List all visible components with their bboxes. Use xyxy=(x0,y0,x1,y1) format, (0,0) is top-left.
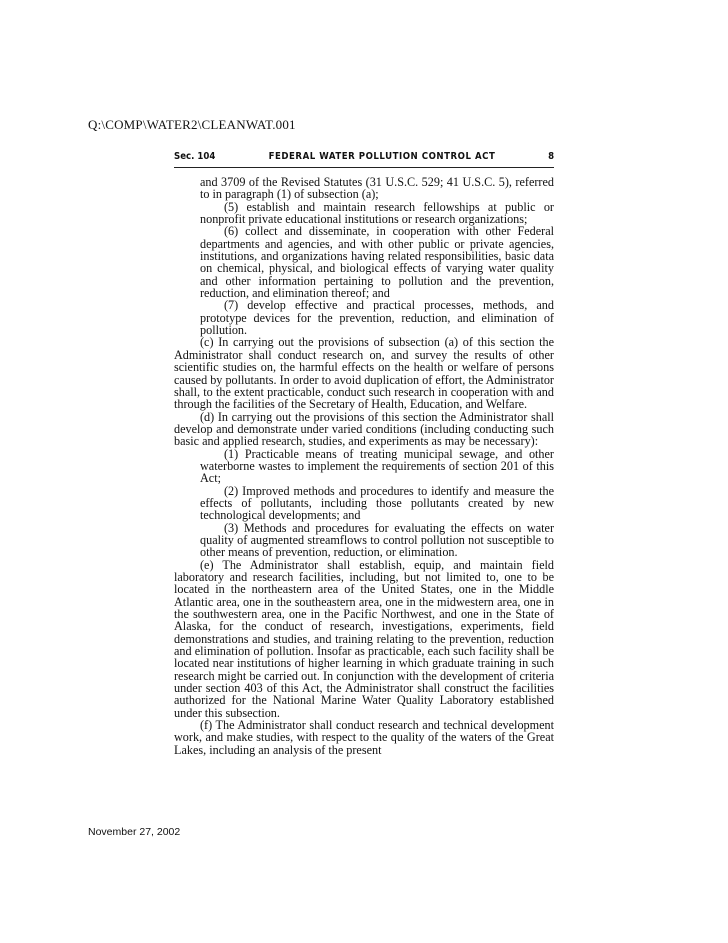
paragraph-b5: (5) establish and maintain research fellowships at public or nonprofit private educational institutions or research organizations; xyxy=(200,199,554,227)
subsection-d: (d) In carrying out the provisions of this section the Administrator shall develop and demonstrate under varied conditions (including conducting such basic and applied research, studies, and experiments as may be necessary): xyxy=(174,409,554,449)
subsection-f: (f) The Administrator shall conduct research and technical development work, and make studies, with respect to the quality of the waters of the Great Lakes, including an analysis of the present xyxy=(174,718,554,757)
paragraph-b6: (6) collect and disseminate, in cooperation with other Federal departments and agencies, and with other public or private agencies, institutions, and organizations having related responsibilities, basic data on chemical, physical, and biological effects of varying water quality and other information pertaining to pollution and the prevention, reduction, and elimination thereof; and xyxy=(200,224,554,301)
page-number: 8 xyxy=(548,151,555,162)
file-path: Q:\COMP\WATER2\CLEANWAT.001 xyxy=(88,117,296,132)
section-number: Sec. 104 xyxy=(174,151,216,162)
subsection-c: (c) In carrying out the provisions of subsection (a) of this section the Administrator shall conduct research on, and survey the results of other scientific studies on, the harmful effects on the health or welfare of persons caused by pollutants. In order to avoid duplication of effort, the Administrator shall, to the extent practicable, conduct such research in cooperation with and through the facilities of the Secretary of Health, Education, and Welfare. xyxy=(174,335,554,412)
act-title: FEDERAL WATER POLLUTION CONTROL ACT xyxy=(268,151,496,162)
print-date: November 27, 2002 xyxy=(88,826,181,838)
header-rule xyxy=(174,167,554,168)
running-head xyxy=(174,151,554,167)
paragraph-b7: (7) develop effective and practical processes, methods, and prototype devices for the prevention, reduction, and elimination of pollution. xyxy=(200,298,554,338)
paragraph-b4-continuation: and 3709 of the Revised Statutes (31 U.S.C. 529; 41 U.S.C. 5), referred to in paragraph (1) of subsection (a); xyxy=(200,175,554,202)
paragraph-d3: (3) Methods and procedures for evaluating the effects on water quality of augmented streamflows to control pollution not susceptible to other means of prevention, reduction, or elimination. xyxy=(200,520,554,560)
paragraph-d2: (2) Improved methods and procedures to identify and measure the effects of pollutants, including those pollutants created by new technological developments; and xyxy=(200,483,554,523)
paragraph-d1: (1) Practicable means of treating municipal sewage, and other waterborne wastes to implement the requirements of section 201 of this Act; xyxy=(200,446,554,486)
subsection-e: (e) The Administrator shall establish, equip, and maintain field laboratory and research facilities, including, but not limited to, one to be located in the northeastern area of the United States, one in the Middle Atlantic area, one in the southeastern area, one in the midwestern area, one in the southwestern area, one in the Pacific Northwest, and one in the State of Alaska, for the conduct of research, investigations, experiments, field demonstrations and studies, and training relating to the prevention, reduction and elimination of pollution. Insofar as practicable, each such facility shall be located near institutions of higher learning in which graduate training in such research might be carried out. In conjunction with the development of criteria under section 403 of this Act, the Administrator shall construct the facilities authorized for the National Marine Water Quality Laboratory established under this subsection. xyxy=(174,557,554,720)
statute-text xyxy=(174,176,554,756)
